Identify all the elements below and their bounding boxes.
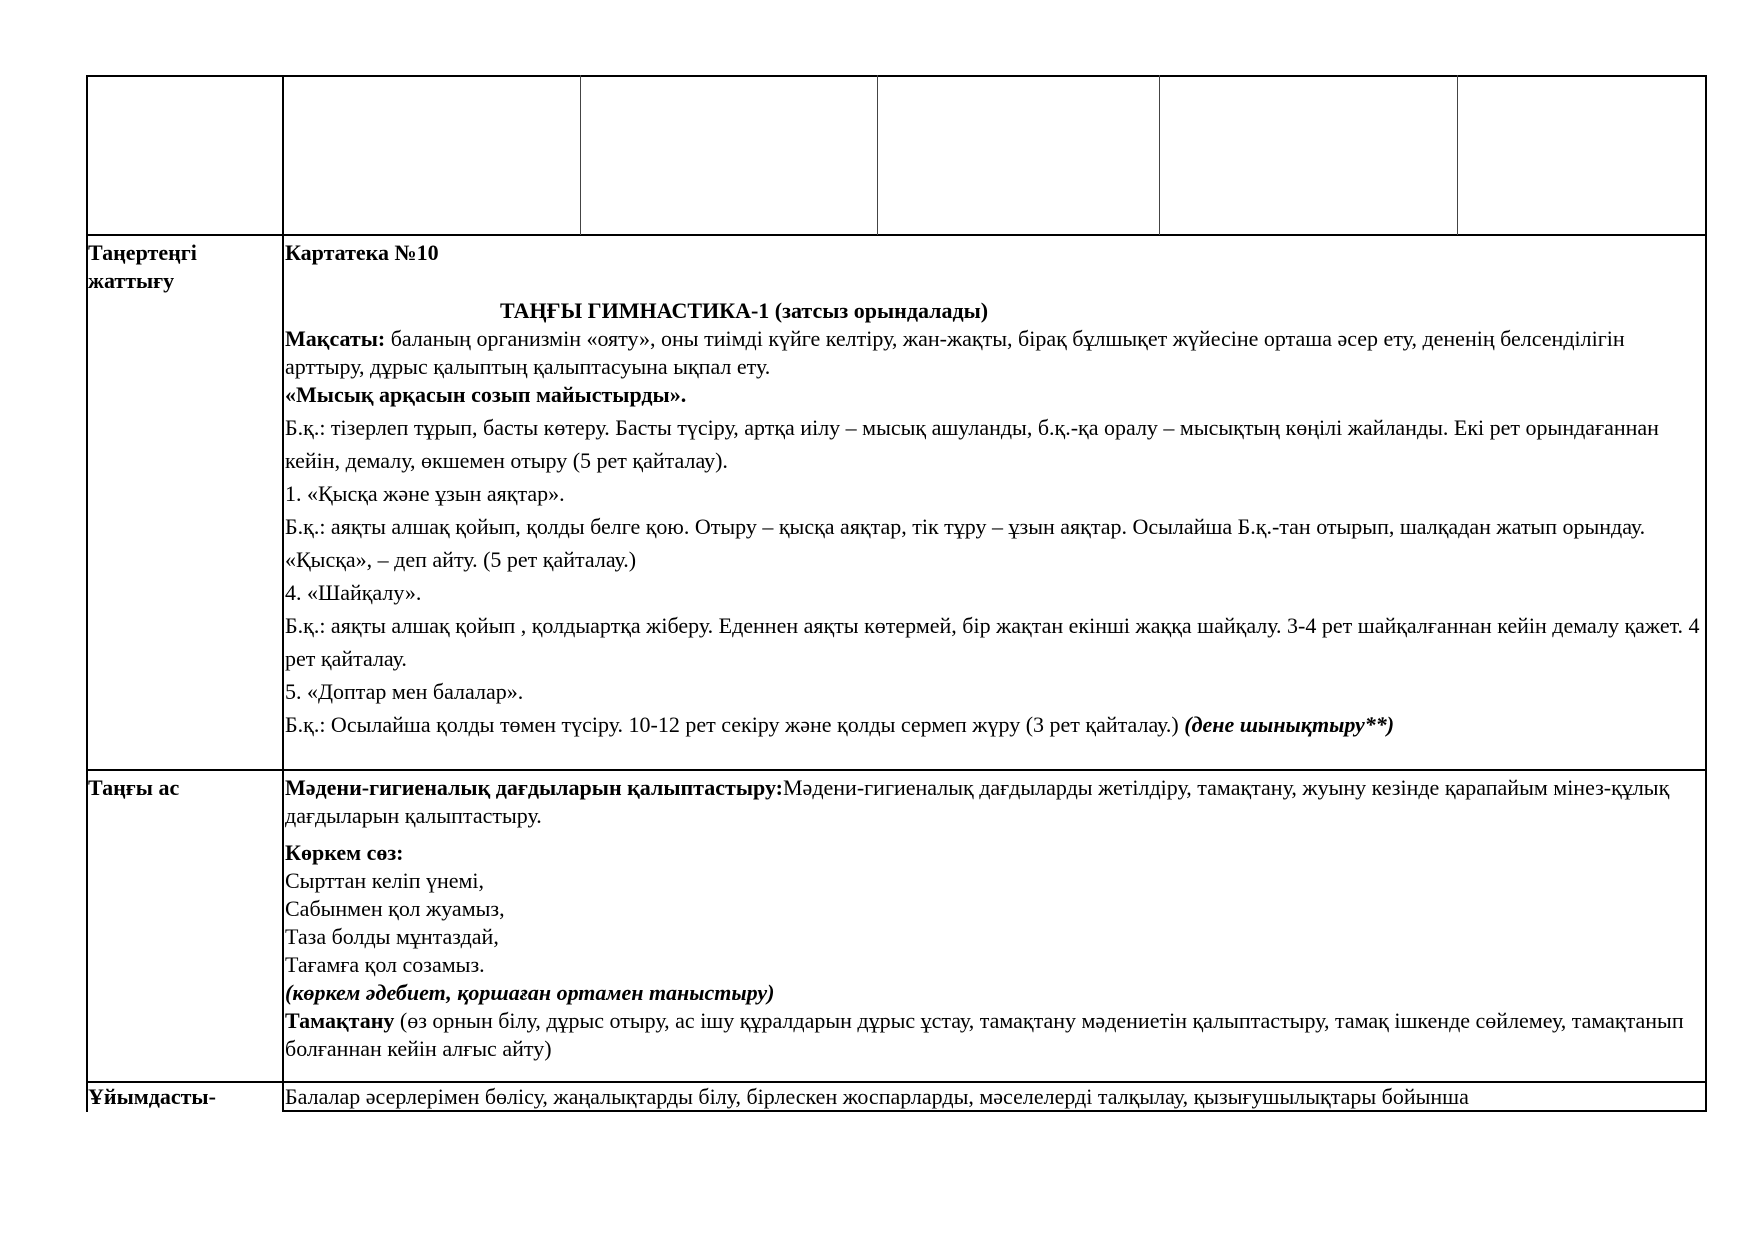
exercise-step: Б.қ.: аяқты алшақ қойып, қолды белге қою. Отыру – қысқа аяқтар, тік тұру – ұзын аяқтар. Осылайша Б.қ.-тан отырып, шалқадан жатып орындау. «Қысқа», – деп айту. (5 рет қайталау.)	[285, 514, 1646, 572]
row-divider	[86, 234, 1707, 236]
exercise-title: «Мысық арқасын созып майыстырды».	[285, 382, 687, 407]
row-label-organized: Ұйымдасты-	[88, 1084, 216, 1109]
exercise-step: Б.қ.: Осылайша қолды төмен түсіру. 10-12 рет секіру және қолды сермеп жүру (3 рет қайталау.) (дене шынықтыру**)	[285, 712, 1395, 737]
habits-paragraph: Мәдени-гигиеналық дағдыларын қалыптастыру:Мәдени-гигиеналық дағдыларды жетілдіру, тамақтану, жуыну кезінде қарапайым мінез-құлық дағдыларын қалыптастыру.	[285, 775, 1670, 828]
table-border-left	[86, 75, 88, 1112]
subject-note: (дене шынықтыру**)	[1184, 712, 1395, 737]
poem-label: Көркем сөз:	[285, 840, 404, 865]
schedule-table	[86, 75, 1706, 1115]
breakfast-content	[285, 774, 1703, 1063]
exercise-step: Б.қ.: тізерлеп тұрып, басты көтеру. Басты түсіру, артқа иілу – мысық ашуланды, б.қ.-қа оралу – мысықтың көңілі жайланды. Екі рет орындағаннан кейін, демалу, өкшемен отыру (5 рет қайталау).	[285, 415, 1659, 473]
card-number: Картатека №10	[285, 240, 439, 265]
table-border-top	[86, 75, 1707, 77]
exercise-step: Б.қ.: аяқты алшақ қойып , қолдыартқа жіберу. Еденнен аяқты көтермей, бір жақтан екінші жаққа шайқалу. 3-4 рет шайқалғаннан кейін демалу қажет. 4 рет қайталау.	[285, 613, 1700, 671]
exercise-step: 1. «Қысқа және ұзын аяқтар».	[285, 481, 565, 506]
subject-note: (көркем әдебиет, қоршаған ортамен таныстыру)	[285, 980, 775, 1005]
poem-line: Тағамға қол созамыз.	[285, 952, 485, 977]
morning-exercise-content	[285, 239, 1703, 741]
exercise-step: 5. «Доптар мен балалар».	[285, 679, 524, 704]
exercise-heading: ТАҢҒЫ ГИМНАСТИКА-1 (затсыз орындалады)	[500, 298, 989, 323]
table-border-right	[1705, 75, 1707, 1112]
column-divider	[1159, 75, 1160, 235]
poem-line: Сабынмен қол жуамыз,	[285, 896, 505, 921]
row-label-morning-exercise: Таңертеңгі жаттығу	[88, 240, 197, 293]
row-label-breakfast: Таңғы ас	[88, 775, 180, 800]
organized-content: Балалар әсерлерімен бөлісу, жаңалықтарды білу, бірлескен жоспарларды, мәселелерді талқылау, қызығушылықтары бойынша	[285, 1084, 1469, 1109]
column-divider	[1457, 75, 1458, 235]
column-divider	[580, 75, 581, 235]
poem-line: Сырттан келіп үнемі,	[285, 868, 485, 893]
goal-paragraph: Мақсаты: баланың организмін «ояту», оны тиімді күйге келтіру, жан-жақты, бірақ бұлшықет жүйесіне орташа әсер ету, дененің белсенділігін арттыру, дұрыс қалыптың қалыптасуына ықпал ету.	[285, 326, 1625, 379]
poem-line: Таза болды мұнтаздай,	[285, 924, 499, 949]
exercise-step: 4. «Шайқалу».	[285, 580, 422, 605]
column-divider	[877, 75, 878, 235]
eating-paragraph: Тамақтану (өз орнын білу, дұрыс отыру, ас ішу құралдарын дұрыс ұстау, тамақтану мәдениетін қалыптастыру, тамақ ішкенде сөйлемеу, тамақтанып болғаннан кейін алғыс айту)	[285, 1008, 1684, 1061]
row-divider	[86, 769, 1707, 771]
column-divider	[282, 75, 284, 1112]
